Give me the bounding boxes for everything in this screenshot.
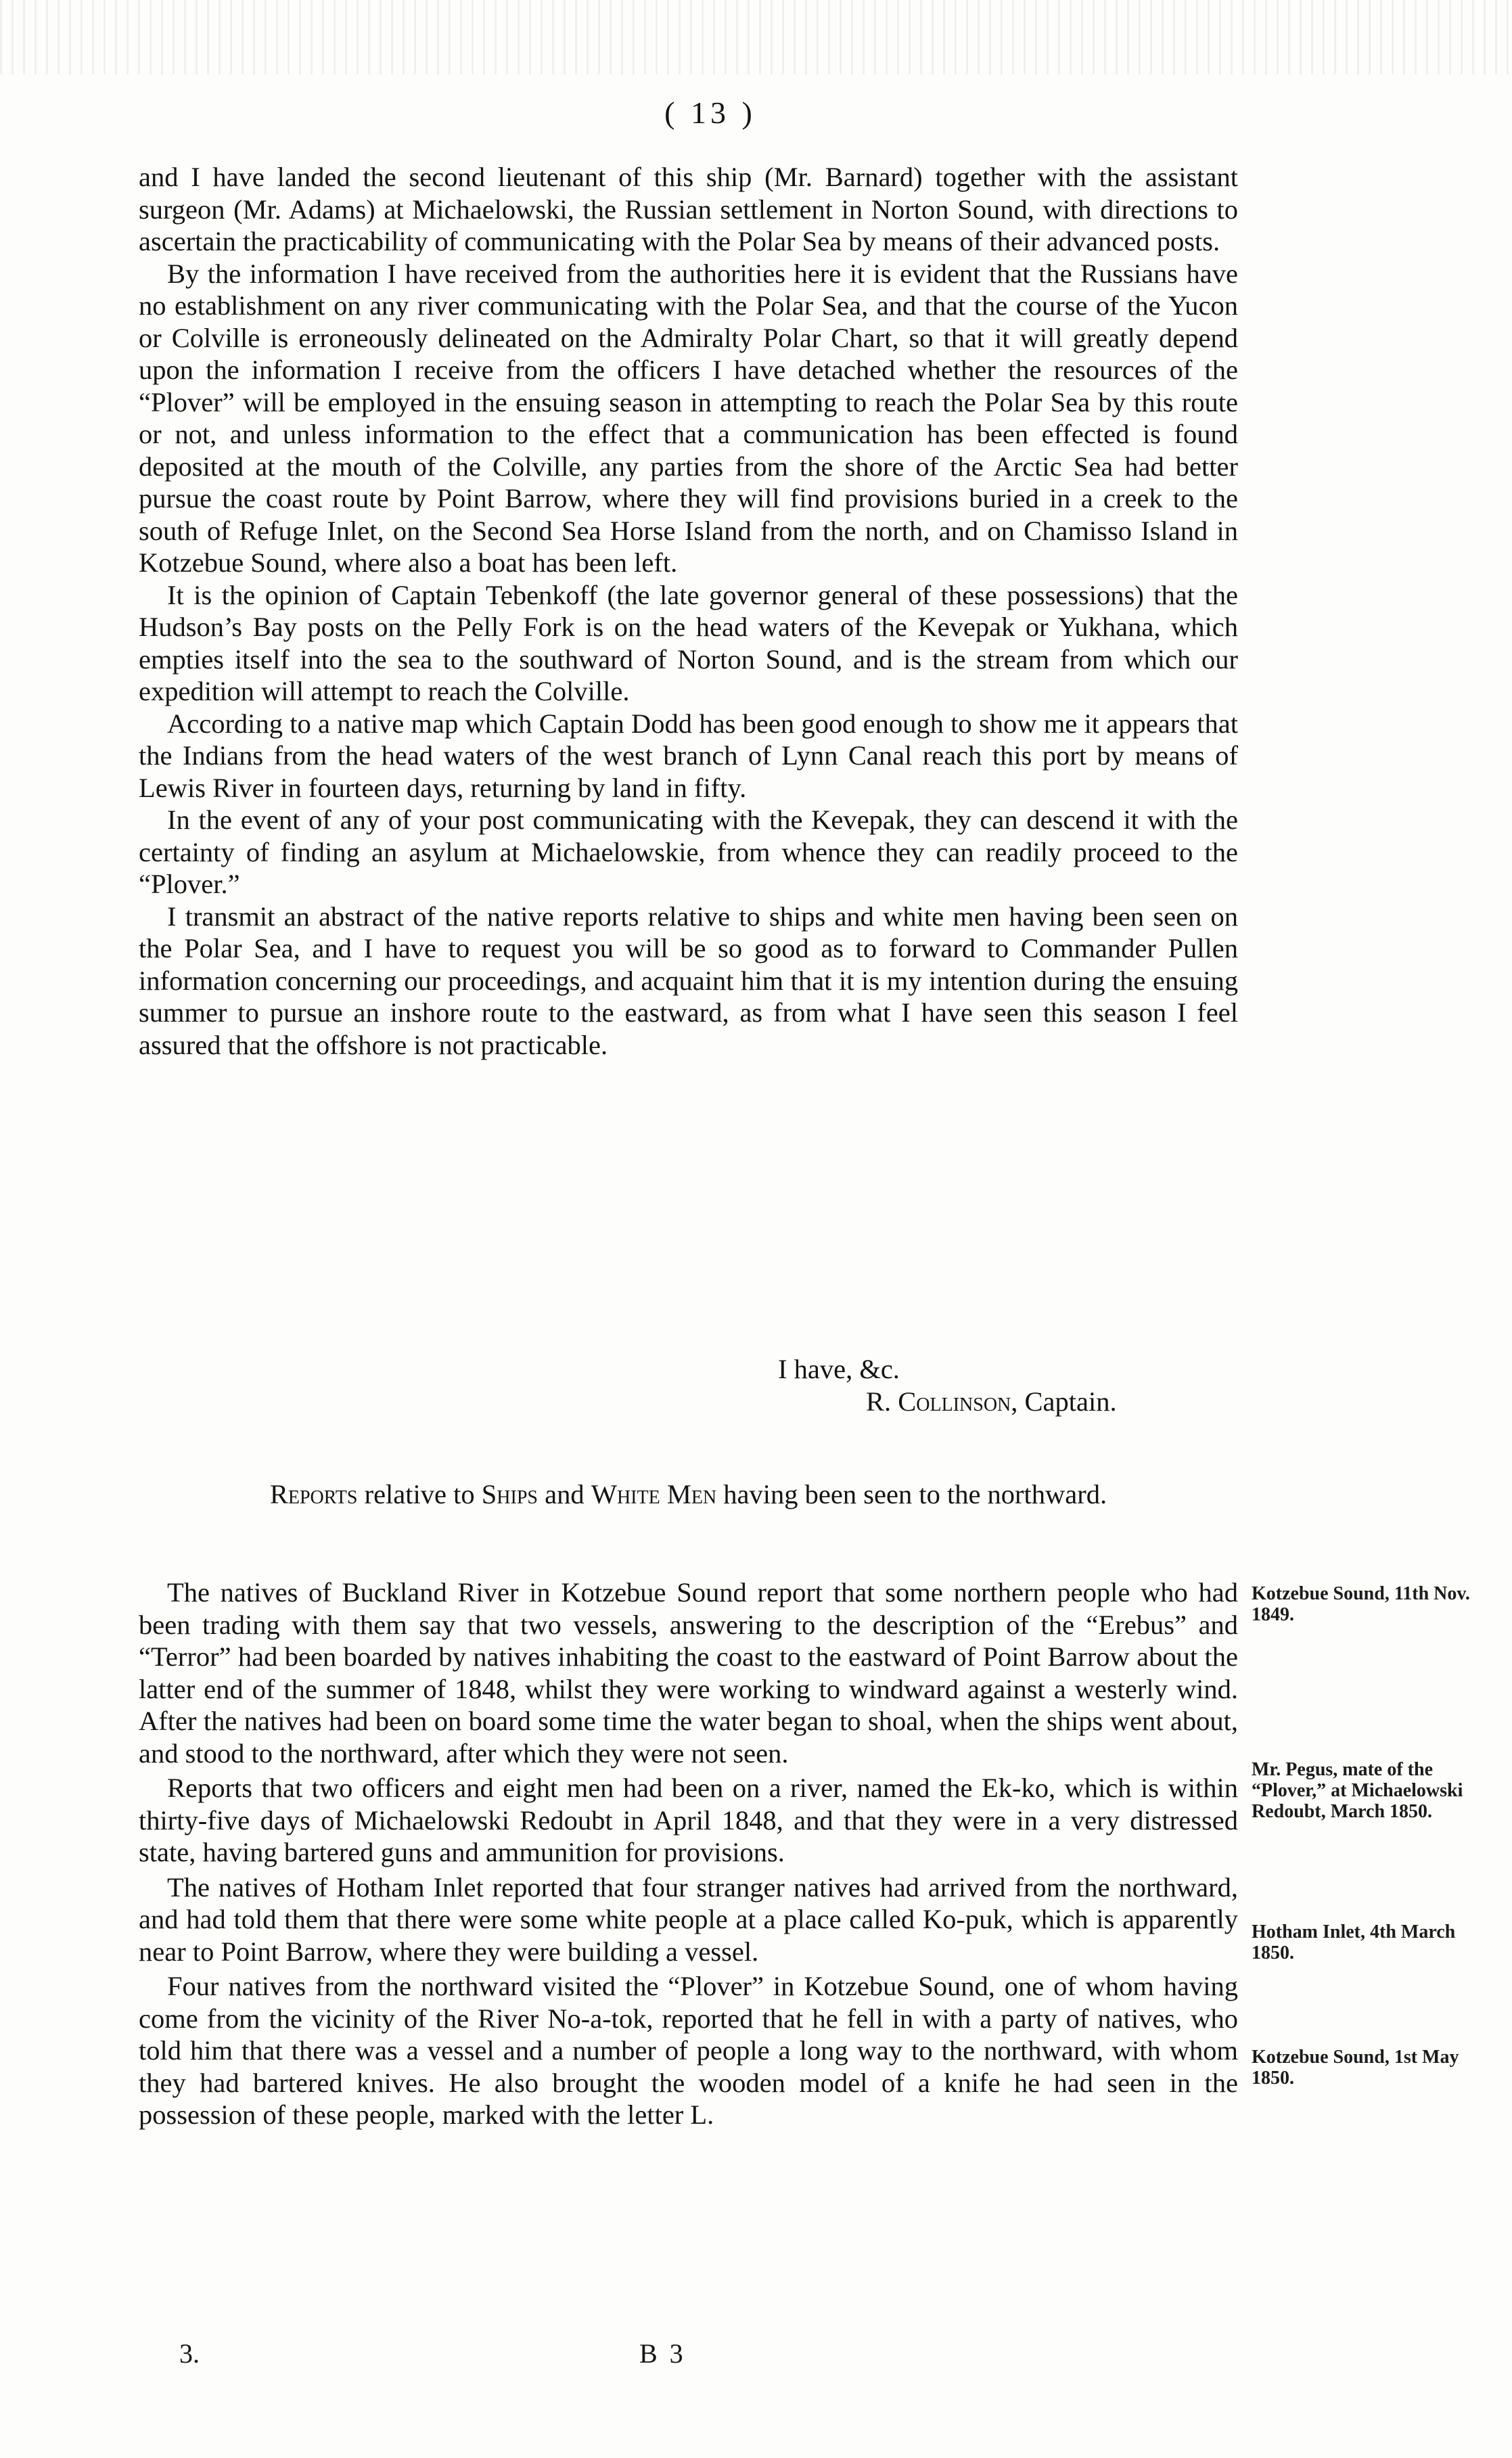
letter-signoff	[139, 1353, 1238, 1417]
footer-number: 3.	[179, 2338, 200, 2369]
heading-text: and	[537, 1479, 591, 1509]
scan-speckle	[0, 0, 1512, 74]
letter-paragraph: and I have landed the second lieutenant of this ship (Mr. Barnard) together with the assistant surgeon (Mr. Adams) at Michaelowski, the Russian settlement in Norton Sound, with directions to ascertain the practicability of communicating with the Polar Sea by means of their advanced posts.	[139, 162, 1238, 256]
signoff-signature	[866, 1386, 1238, 1418]
report-paragraph: Reports that two officers and eight men had been on a river, named the Ek-ko, which is within thirty-five days of Michaelowski Redoubt in April 1848, and that they were in a very distressed state, having bartered guns and ammunition for provisions.	[139, 1773, 1238, 1867]
margin-note: Kotzebue Sound, 11th Nov. 1849.	[1252, 1583, 1470, 1625]
heading-word: White Men	[591, 1479, 717, 1509]
heading-text: having been seen to the northward.	[716, 1479, 1107, 1509]
letter-paragraph: I transmit an abstract of the native reports relative to ships and white men having been seen on the Polar Sea, and I have to request you will be so good as to forward to Commander Pullen information concerning our proceedings, and acquaint him that it is my intention during the ensuing summer to pursue an inshore route to the eastward, as from what I have seen this season I feel assured that the offshore is not practicable.	[139, 901, 1238, 1060]
heading-word: Ships	[481, 1479, 538, 1509]
report-paragraph: Four natives from the northward visited the “Plover” in Kotzebue Sound, one of whom having come from the vicinity of the River No-a-tok, reported that he fell in with a party of natives, who told him that there was a vessel and a number of people a long way to the northward, with whom they had bartered knives. He also brought the wooden model of a knife he had seen in the possession of these people, marked with the letter L.	[139, 1971, 1238, 2130]
letter-body	[139, 161, 1238, 1061]
margin-note: Mr. Pegus, mate of the “Plover,” at Michaelowski Redoubt, March 1850.	[1252, 1759, 1463, 1822]
page-number: ( 13 )	[664, 95, 756, 130]
section-heading	[139, 1478, 1238, 1511]
reports-body	[139, 1576, 1238, 2134]
margin-note: Kotzebue Sound, 1st May 1850.	[1252, 2047, 1459, 2089]
letter-paragraph: It is the opinion of Captain Tebenkoff (the late governor general of these possessions) that the Hudson’s Bay posts on the Pelly Fork is on the head waters of the Kevepak or Yukhana, which empties itself into the sea to the southward of Norton Sound, and is the stream from which our expedition will attempt to reach the Colville.	[139, 579, 1238, 706]
letter-paragraph: According to a native map which Captain Dodd has been good enough to show me it appears that the Indians from the head waters of the west branch of Lynn Canal reach this port by means of Lewis River in fourteen days, returning by land in fifty.	[139, 708, 1238, 803]
report-paragraph: The natives of Hotham Inlet reported that four stranger natives had arrived from the northward, and had told them that there were some white people at a place called Ko-puk, which is apparently near to Point Barrow, where they were building a vessel.	[139, 1871, 1238, 1967]
report-paragraph: The natives of Buckland River in Kotzebue Sound report that some northern people who had been trading with them say that two vessels, answering to the description of the “Erebus” and “Terror” had been boarded by natives inhabiting the coast to the eastward of Point Barrow about the latter end of the summer of 1848, whilst they were working to windward against a westerly wind. After the natives had been on board some time the water began to shoal, when the ships went about, and stood to the northward, after which they were not seen.	[139, 1577, 1238, 1769]
signoff-greeting: I have, &c.	[778, 1354, 900, 1384]
signature-name: Collinson	[898, 1386, 1011, 1417]
signature-initial: R.	[866, 1386, 898, 1417]
margin-note: Hotham Inlet, 4th March 1850.	[1252, 1921, 1456, 1963]
heading-text: relative to	[357, 1479, 482, 1509]
heading-word: Reports	[269, 1479, 358, 1509]
signature-mark: B 3	[639, 2338, 686, 2369]
letter-paragraph: In the event of any of your post communicating with the Kevepak, they can descend it with the certainty of finding an asylum at Michaelowskie, from whence they can readily proceed to the “Plover.”	[139, 804, 1238, 899]
letter-paragraph: By the information I have received from the authorities here it is evident that the Russians have no establishment on any river communicating with the Polar Sea, and that the course of the Yucon or Colville is erroneously delineated on the Admiralty Polar Chart, so that it will greatly depend upon the information I receive from the officers I have detached whether the resources of the “Plover” will be employed in the ensuing season in attempting to reach the Polar Sea by this route or not, and unless information to the effect that a communication has been effected is found deposited at the mouth of the Colville, any parties from the shore of the Arctic Sea had better pursue the coast route by Point Barrow, where they will find provisions buried in a creek to the south of Refuge Inlet, on the Second Sea Horse Island from the north, and on Chamisso Island in Kotzebue Sound, where also a boat has been left.	[139, 258, 1238, 578]
signature-rank: , Captain.	[1011, 1386, 1117, 1417]
